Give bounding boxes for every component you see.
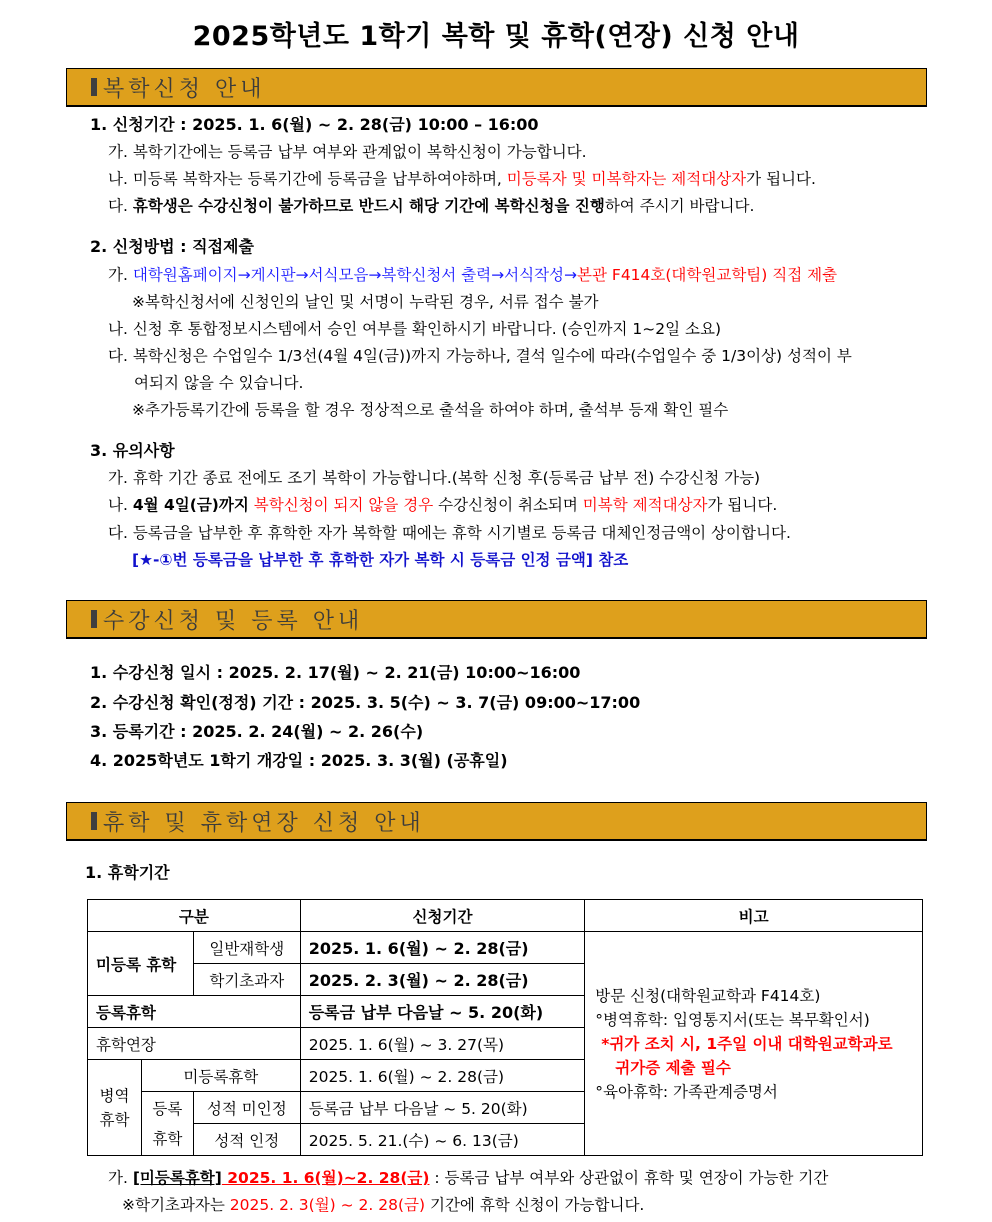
return-caution-na [108, 494, 777, 516]
registration-item: 4. 2025학년도 1학기 개강일 : 2025. 3. 3(월) (공휴일) [90, 751, 508, 770]
return-period-na [108, 168, 816, 190]
bar-marker-icon [91, 812, 97, 830]
remark-military: °병역휴학: 입영통지서(또는 복무확인서) [595, 1010, 870, 1029]
location-text: 본관 F414호(대학원교학팀) 직접 제출 [577, 266, 838, 284]
return-caution-heading: 3. 유의사항 [90, 441, 175, 460]
return-method-note: ※복학신청서에 신청인의 날인 및 서명이 누락된 경우, 서류 접수 불가 [132, 293, 599, 311]
deadline-text: 4월 4일(금)까지 [132, 496, 249, 514]
military-unregistered-period: 2025. 1. 6(월) ~ 2. 28(금) [300, 1060, 585, 1092]
page-title: 2025학년도 1학기 복학 및 휴학(연장) 신청 안내 [192, 21, 800, 52]
return-caution-da: 다. 등록금을 납부한 후 휴학한 자가 복학할 때에는 휴학 시기별로 등록금 대체인정금액이 상이합니다. [108, 524, 791, 542]
return-period-ga: 가. 복학기간에는 등록금 납부 여부와 관계없이 복학신청이 가능합니다. [108, 143, 587, 161]
grade-recognized-label: 성적 인정 [193, 1124, 300, 1156]
leave-period-table [87, 899, 923, 1156]
return-method-ga [108, 264, 837, 286]
text: 기간에 휴학 신청이 가능합니다. [425, 1196, 645, 1214]
leave-footnote-ga [108, 1167, 828, 1189]
section-header-registration [66, 600, 927, 639]
bar-marker-icon [91, 610, 97, 628]
text: 다. [108, 197, 133, 215]
table-header-row [88, 900, 923, 932]
leave-footnote-note [122, 1194, 644, 1216]
header-remarks: 비고 [585, 900, 923, 932]
header-period: 신청기간 [300, 900, 585, 932]
text: : 등록금 납부 여부와 상관없이 휴학 및 연장이 가능한 기간 [429, 1169, 829, 1187]
text: 가. [108, 1169, 133, 1187]
warning-text: 미등록자 및 미복학자는 제적대상자 [506, 170, 747, 188]
emphasis-text: 휴학생은 수강신청이 불가하므로 반드시 해당 기간에 복학신청을 진행 [132, 197, 605, 215]
section-title: 복학신청 안내 [103, 76, 266, 102]
grade-not-recognized-period: 등록금 납부 다음날 ~ 5. 20(화) [300, 1092, 585, 1124]
text: 가 됩니다. [746, 170, 816, 188]
registration-item: 3. 등록기간 : 2025. 2. 24(월) ~ 2. 26(수) [90, 722, 424, 741]
return-method-na: 나. 신청 후 통합정보시스템에서 승인 여부를 확인하시기 바랍니다. (승인까지 1~2일 소요) [108, 320, 722, 338]
military-leave-label: 병역 휴학 [88, 1060, 142, 1156]
excess-student-period: 2025. 2. 3(월) ~ 2. 28(금) [300, 964, 585, 996]
excess-student-label: 학기초과자 [193, 964, 300, 996]
bar-marker-icon [91, 78, 97, 96]
refund-reference-link: [★-①번 등록금을 납부한 후 휴학한 자가 복학 시 등록금 인정 금액] 참조 [132, 551, 629, 569]
return-period-da [108, 195, 754, 217]
return-period-heading: 1. 신청기간 : 2025. 1. 6(월) ~ 2. 28(금) 10:00 – 16:00 [90, 115, 539, 134]
registration-item: 2. 수강신청 확인(정정) 기간 : 2025. 3. 5(수) ~ 3. 7(금) 09:00~17:00 [90, 693, 641, 712]
return-method-da-note: ※추가등록기간에 등록을 할 경우 정상적으로 출석을 하여야 하며, 출석부 등재 확인 필수 [132, 401, 729, 419]
return-method-heading: 2. 신청방법 : 직접제출 [90, 237, 254, 256]
text: 하여 주시기 바랍니다. [604, 197, 755, 215]
text: 나. 미등록 복학자는 등록기간에 등록금을 납부하여야하며, [108, 170, 507, 188]
leave-period-heading: 1. 휴학기간 [85, 863, 170, 882]
remark-return-warning-2: 귀가증 제출 필수 [615, 1058, 731, 1077]
text: ※학기초과자는 [122, 1196, 230, 1214]
remark-childcare: °육아휴학: 가족관계증명서 [595, 1082, 778, 1101]
return-method-da-2: 여되지 않을 수 있습니다. [134, 374, 304, 392]
header-category: 구분 [88, 900, 301, 932]
extension-period: 2025. 1. 6(월) ~ 3. 27(목) [300, 1028, 585, 1060]
section-header-return [66, 68, 927, 107]
unregistered-leave-label: 미등록 휴학 [88, 932, 194, 996]
general-student-label: 일반재학생 [193, 932, 300, 964]
text: 수강신청이 취소되며 [433, 496, 583, 514]
text: 가 됩니다. [707, 496, 778, 514]
warning-text: 미복학 제적대상자 [582, 496, 708, 514]
section-title: 휴학 및 휴학연장 신청 안내 [103, 810, 425, 836]
general-student-period: 2025. 1. 6(월) ~ 2. 28(금) [300, 932, 585, 964]
section-title: 수강신청 및 등록 안내 [103, 608, 364, 634]
grade-recognized-period: 2025. 5. 21.(수) ~ 6. 13(금) [300, 1124, 585, 1156]
grade-not-recognized-label: 성적 미인정 [193, 1092, 300, 1124]
remarks-cell [585, 932, 923, 1156]
return-caution-ga: 가. 휴학 기간 종료 전에도 조기 복학이 가능합니다.(복학 신청 후(등록금 납부 전) 수강신청 가능) [108, 469, 761, 487]
text: 나. [108, 496, 133, 514]
military-registered-label: 등록 휴학 [141, 1092, 193, 1156]
military-unregistered-label: 미등록휴학 [141, 1060, 300, 1092]
footnote-note-date: 2025. 2. 3(월) ~ 2. 28(금) [229, 1196, 426, 1214]
extension-label: 휴학연장 [88, 1028, 301, 1060]
registered-leave-label: 등록휴학 [88, 996, 301, 1028]
registered-leave-period: 등록금 납부 다음날 ~ 5. 20(화) [300, 996, 585, 1028]
path-text: 대학원홈페이지→게시판→서식모음→복학신청서 출력→서식작성→ [132, 266, 578, 284]
remark-return-warning: *귀가 조치 시, 1주일 이내 대학원교학과로 [601, 1034, 893, 1053]
footnote-date: 2025. 1. 6(월)~2. 28(금) [221, 1169, 430, 1187]
remark-visit: 방문 신청(대학원교학과 F414호) [595, 986, 821, 1005]
table-row [88, 932, 923, 964]
text: 가. [108, 266, 133, 284]
registration-item: 1. 수강신청 일시 : 2025. 2. 17(월) ~ 2. 21(금) 10:00~16:00 [90, 663, 581, 682]
section-header-leave [66, 802, 927, 841]
return-method-da-1: 다. 복학신청은 수업일수 1/3선(4월 4일(금))까지 가능하나, 결석 일수에 따라(수업일수 중 1/3이상) 성적이 부 [108, 347, 852, 365]
footnote-label: [미등록휴학] [132, 1169, 222, 1187]
warning-text: 복학신청이 되지 않을 경우 [248, 496, 434, 514]
